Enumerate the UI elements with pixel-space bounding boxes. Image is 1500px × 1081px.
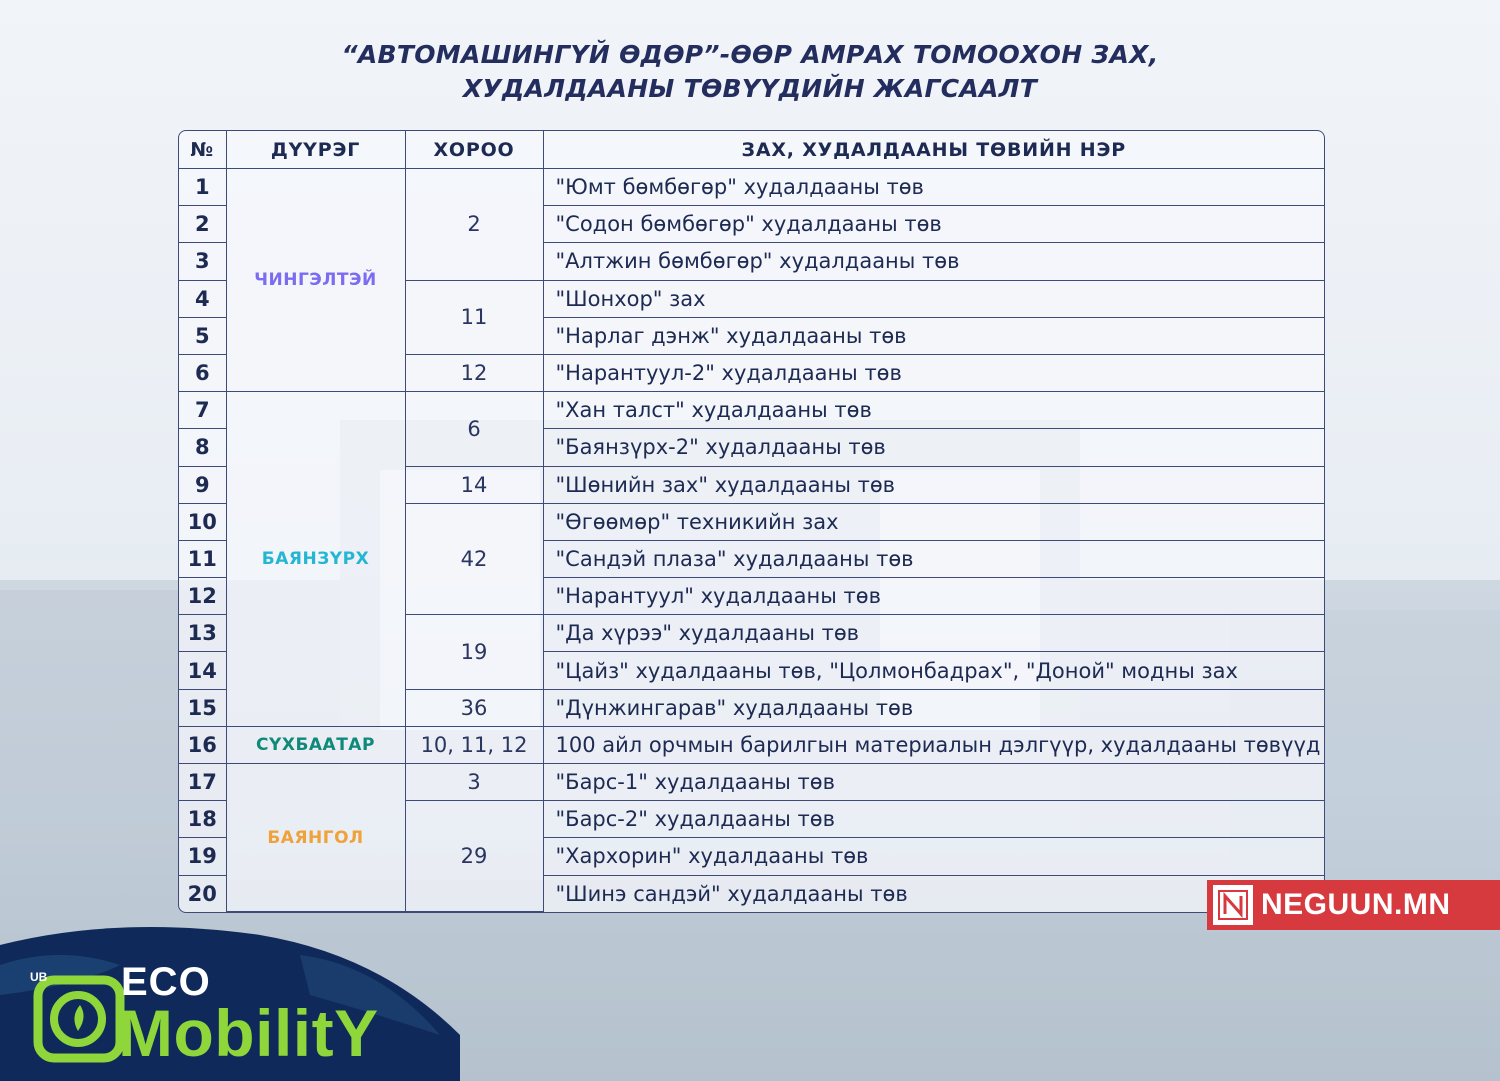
row-number: 18 (179, 801, 226, 838)
eco-word: ECO (121, 960, 211, 1004)
row-number: 1 (179, 169, 226, 206)
title-line-1: “АВТОМАШИНГҮЙ ӨДӨР”-ӨӨР АМРАХ ТОМООХОН ЗАХ, (341, 40, 1159, 69)
row-number: 10 (179, 503, 226, 540)
title-line-2: ХУДАЛДААНЫ ТӨВҮҮДИЙН ЖАГСААЛТ (462, 74, 1038, 103)
table-row (179, 726, 1324, 763)
market-name: "Барс-1" худалдааны төв (543, 764, 1324, 801)
market-name: "Шинэ сандэй" худалдааны төв (543, 875, 1324, 912)
table-header-row (179, 131, 1324, 169)
district-sukhbaatar: СҮХБААТАР (226, 726, 405, 763)
market-name: "Хархорин" худалдааны төв (543, 838, 1324, 875)
row-number: 13 (179, 615, 226, 652)
row-number: 7 (179, 392, 226, 429)
market-name: "Юмт бөмбөгөр" худалдааны төв (543, 169, 1324, 206)
market-name: "Баянзүрх-2" худалдааны төв (543, 429, 1324, 466)
row-number: 16 (179, 726, 226, 763)
neguun-logo-icon (1213, 885, 1253, 925)
market-name: 100 айл орчмын барилгын материалын дэлгүүр, худалдааны төвүүд (543, 726, 1324, 763)
mobility-word: MobilitY (118, 996, 379, 1070)
khoroo-cell: 42 (405, 503, 543, 615)
neguun-watermark (1207, 880, 1500, 930)
market-name: "Шөнийн зах" худалдааны төв (543, 466, 1324, 503)
header-number: № (179, 131, 226, 169)
table-row (179, 169, 1324, 206)
market-name: "Өгөөмөр" техникийн зах (543, 503, 1324, 540)
market-name: "Содон бөмбөгөр" худалдааны төв (543, 206, 1324, 243)
khoroo-cell: 29 (405, 801, 543, 912)
market-name: "Нарантуул-2" худалдааны төв (543, 354, 1324, 391)
row-number: 2 (179, 206, 226, 243)
table-row (179, 392, 1324, 429)
district-bayanzurkh: БАЯНЗҮРХ (226, 392, 405, 727)
khoroo-cell: 12 (405, 354, 543, 391)
market-name: "Цайз" худалдааны төв, "Цолмонбадрах", "Доной" модны зах (543, 652, 1324, 689)
header-district: ДҮҮРЭГ (226, 131, 405, 169)
row-number: 12 (179, 578, 226, 615)
market-name: "Дүнжингарав" худалдааны төв (543, 689, 1324, 726)
market-name: "Нарлаг дэнж" худалдааны төв (543, 317, 1324, 354)
market-name: "Барс-2" худалдааны төв (543, 801, 1324, 838)
khoroo-cell: 11 (405, 280, 543, 354)
market-name: "Да хүрээ" худалдааны төв (543, 615, 1324, 652)
khoroo-cell: 2 (405, 169, 543, 281)
market-name: "Сандэй плаза" худалдааны төв (543, 540, 1324, 577)
khoroo-cell: 3 (405, 764, 543, 801)
row-number: 17 (179, 764, 226, 801)
row-number: 19 (179, 838, 226, 875)
row-number: 15 (179, 689, 226, 726)
district-chingeltei: ЧИНГЭЛТЭЙ (226, 169, 405, 392)
row-number: 11 (179, 540, 226, 577)
table-row (179, 764, 1324, 801)
khoroo-cell: 14 (405, 466, 543, 503)
ub-label: UB (30, 970, 48, 984)
watermark-text: NEGUUN.MN (1261, 888, 1451, 921)
row-number: 4 (179, 280, 226, 317)
header-market-name: ЗАХ, ХУДАЛДААНЫ ТӨВИЙН НЭР (543, 131, 1324, 169)
khoroo-cell: 36 (405, 689, 543, 726)
row-number: 20 (179, 875, 226, 912)
row-number: 5 (179, 317, 226, 354)
row-number: 9 (179, 466, 226, 503)
market-name: "Нарантуул" худалдааны төв (543, 578, 1324, 615)
district-bayangol: БАЯНГОЛ (226, 764, 405, 912)
khoroo-cell: 19 (405, 615, 543, 689)
page-title (0, 38, 1500, 106)
market-name: "Шонхор" зах (543, 280, 1324, 317)
row-number: 3 (179, 243, 226, 280)
market-name: "Хан талст" худалдааны төв (543, 392, 1324, 429)
market-name: "Алтжин бөмбөгөр" худалдааны төв (543, 243, 1324, 280)
khoroo-cell: 10, 11, 12 (405, 726, 543, 763)
row-number: 8 (179, 429, 226, 466)
header-khoroo: ХОРОО (405, 131, 543, 169)
row-number: 6 (179, 354, 226, 391)
market-list-table (178, 130, 1325, 913)
row-number: 14 (179, 652, 226, 689)
khoroo-cell: 6 (405, 392, 543, 466)
